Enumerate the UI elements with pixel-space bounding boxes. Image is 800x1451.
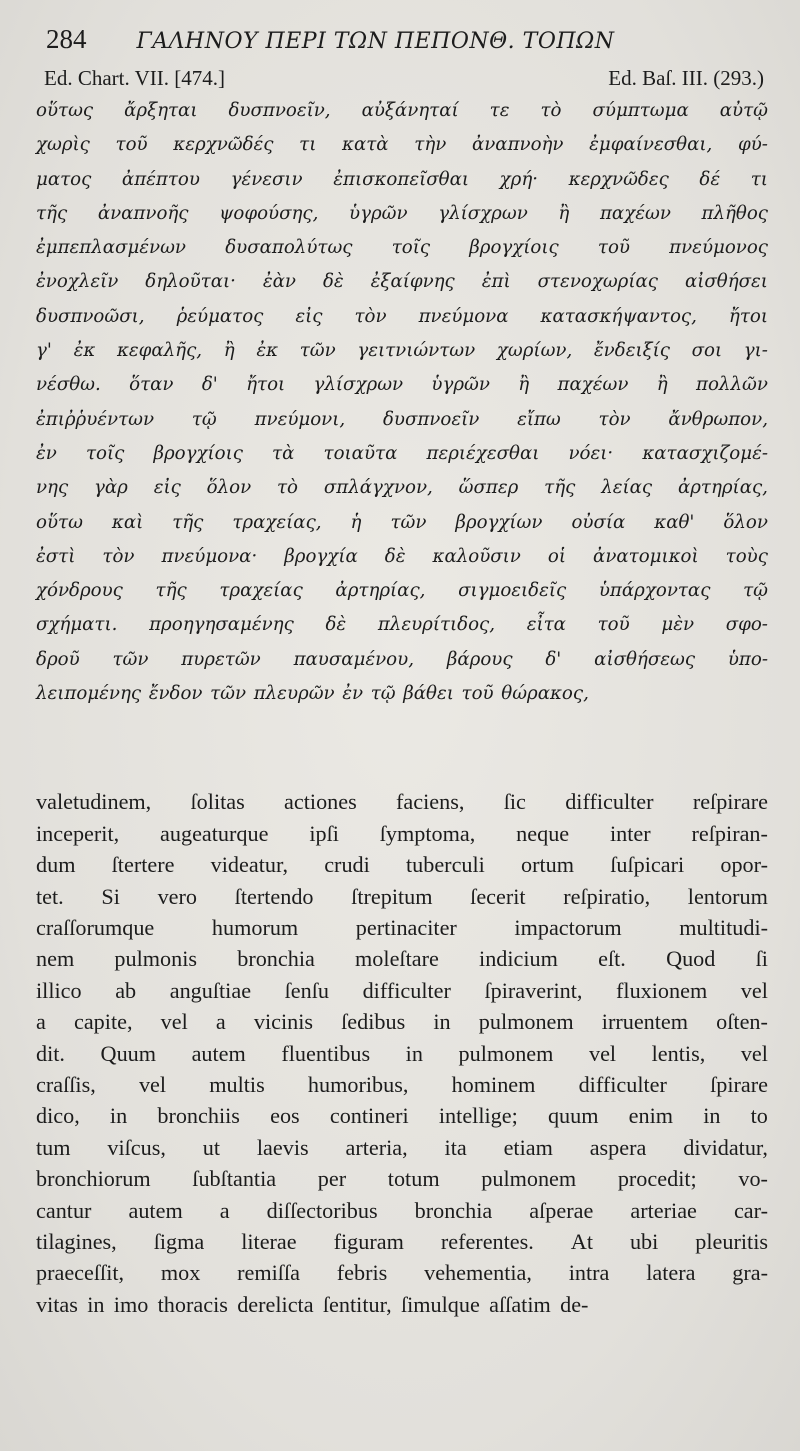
latin-text-line: craſſorumque humorum pertinaciter impactorum multitudi-: [36, 914, 768, 940]
greek-text-line: δροῦ τῶν πυρετῶν παυσαμένου, βάρους δ' αἰσθήσεως ὑπο-: [36, 648, 768, 670]
greek-text-line: ἐστὶ τὸν πνεύμονα· βρογχία δὲ καλοῦσιν οἱ ἀνατομικοὶ τοὺς: [36, 545, 768, 567]
latin-text-block: [34, 786, 768, 1320]
greek-text-line: ἐμπεπλασμένων δυσαπολύτως τοῖς βρογχίοις τοῦ πνεύμονος: [36, 237, 768, 259]
greek-text-block: [34, 94, 768, 711]
greek-text-line: γ' ἐκ κεφαλῆς, ἢ ἐκ τῶν γειτνιώντων χωρίων, ἔνδειξίς σοι γι-: [36, 340, 768, 362]
edition-references: [34, 66, 768, 94]
running-title: ΓΑΛΗΝΟΥ ΠΕΡΙ ΤΩΝ ΠΕΠΟΝΘ. ΤΟΠΩΝ: [136, 29, 615, 54]
greek-text-line: νέσθω. ὅταν δ' ἤτοι γλίσχρων ὑγρῶν ἢ παχέων ἢ πολλῶν: [36, 374, 768, 396]
latin-text-line: dico, in bronchiis eos contineri intellige; quum enim in to: [36, 1103, 768, 1129]
greek-text-line: οὕτω καὶ τῆς τραχείας, ἡ τῶν βρογχίων οὐσία καθ' ὅλον: [36, 511, 768, 533]
latin-text-line: craſſis, vel multis humoribus, hominem difficulter ſpirare: [36, 1072, 768, 1097]
latin-text-line: cantur autem a diſſectoribus bronchia aſperae arteriae car-: [36, 1197, 768, 1223]
greek-text-line: ἐν τοῖς βρογχίοις τὰ τοιαῦτα περιέχεσθαι νόει· κατασχιζομέ-: [36, 442, 768, 464]
latin-text-line: a capite, vel a vicinis ſedibus in pulmonem irruentem oſten-: [36, 1009, 768, 1035]
greek-text-line: ἐπιῤῥυέντων τῷ πνεύμονι, δυσπνοεῖν εἴπω τὸν ἄνθρωπον,: [36, 408, 768, 430]
column-separator: [34, 711, 768, 786]
latin-text-line: valetudinem, ſolitas actiones faciens, ſic difficulter reſpirare: [36, 789, 768, 815]
latin-text-line: dum ſtertere videatur, crudi tuberculi ortum ſuſpicari opor-: [36, 852, 768, 878]
latin-text-line: tum viſcus, ut laevis arteria, ita etiam aspera dividatur,: [36, 1134, 768, 1160]
greek-text-line: λειπομένης ἔνδον τῶν πλευρῶν ἐν τῷ βάθει τοῦ θώρακος,: [36, 683, 589, 705]
greek-text-line: τῆς ἀναπνοῆς ψοφούσης, ὑγρῶν γλίσχρων ἢ παχέων πλῆθος: [36, 202, 768, 224]
greek-text-line: νης γὰρ εἰς ὅλον τὸ σπλάγχνον, ὥσπερ τῆς λείας ἀρτηρίας,: [36, 477, 768, 499]
greek-text-line: ματος ἀπέπτου γένεσιν ἐπισκοπεῖσθαι χρή· κερχνῶδες δέ τι: [36, 168, 768, 190]
greek-text-line: χόνδρους τῆς τραχείας ἀρτηρίας, σιγμοειδεῖς ὑπάρχοντας τῷ: [36, 580, 768, 602]
latin-text-line: praeceſſit, mox remiſſa febris vehementia, intra latera gra-: [36, 1260, 768, 1286]
greek-text-line: ἐνοχλεῖν δηλοῦται· ἐὰν δὲ ἐξαίφνης ἐπὶ στενοχωρίας αἰσθήσει: [36, 271, 768, 293]
greek-text-line: οὕτως ἄρξηται δυσπνοεῖν, αὐξάνηταί τε τὸ σύμπτωμα αὐτῷ: [36, 100, 768, 121]
latin-text-line: illico ab anguſtiae ſenſu difficulter ſpiraverint, fluxionem vel: [36, 977, 768, 1003]
greek-text-line: χωρὶς τοῦ κερχνῶδές τι κατὰ τὴν ἀναπνοὴν ἐμφαίνεσθαι, φύ-: [36, 134, 768, 156]
page-number: 284: [46, 24, 87, 54]
greek-text-line: σχήματι. προηγησαμένης δὲ πλευρίτιδος, εἶτα τοῦ μὲν σφο-: [36, 614, 768, 636]
running-head: [34, 24, 768, 66]
latin-text-line: inceperit, augeaturque ipſi ſymptoma, neque inter reſpiran-: [36, 820, 768, 846]
latin-text-line: tilagines, ſigma literae figuram referentes. At ubi pleuritis: [36, 1229, 768, 1255]
greek-text-line: δυσπνοῶσι, ῥεύματος εἰς τὸν πνεύμονα κατασκήψαντος, ἤτοι: [36, 305, 768, 327]
latin-text-line: bronchiorum ſubſtantia per totum pulmonem procedit; vo-: [36, 1166, 768, 1192]
edition-reference-basel: Ed. Baſ. III. (293.): [608, 66, 764, 90]
latin-text-line: dit. Quum autem fluentibus in pulmonem vel lentis, vel: [36, 1040, 768, 1066]
latin-text-line: nem pulmonis bronchia moleſtare indicium eſt. Quod ſi: [36, 946, 768, 972]
latin-text-line: vitas in imo thoracis derelicta ſentitur, ſimulque aſſatim de-: [36, 1291, 589, 1317]
edition-reference-chartier: Ed. Chart. VII. [474.]: [44, 66, 225, 90]
latin-text-line: tet. Si vero ſtertendo ſtrepitum ſecerit reſpiratio, lentorum: [36, 883, 768, 909]
